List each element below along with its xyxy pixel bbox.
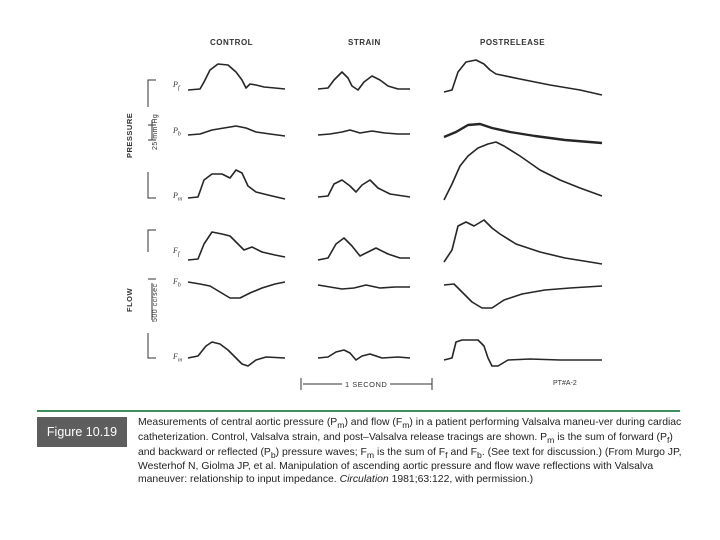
- trace-label-fm: $F_m$: [173, 352, 183, 364]
- pm-strain-trace: [318, 180, 410, 197]
- waveforms: [188, 60, 602, 366]
- trace-label-pm: $P_m$: [173, 191, 183, 203]
- fm-strain-trace: [318, 350, 410, 360]
- trace-label-fb: $F_b$: [173, 277, 181, 289]
- pb-strain-trace: [318, 130, 410, 135]
- calibration-brackets: [148, 80, 156, 358]
- caption-divider: [37, 410, 680, 412]
- trace-label-pf: $P_f$: [173, 80, 180, 92]
- pm-calibration-bracket: [148, 172, 156, 198]
- trace-label-ff: $F_f$: [173, 246, 180, 258]
- figure-caption: Measurements of central aortic pressure $(P_m)$ and flow $(F_m)$ in a patient performing Valsalva maneu-ver during cardiac catheterization. Control, Valsalva strain, and post–Valsalva release tracings are shown. $P_m$ is the sum of forward $(P_f)$ and backward or reflected $(P_b)$ pressure waves; $F_m$ is the sum of $F_f$ and $F_b$. (See text for discussion.) (From Murgo JP, Westerhof N, Giolma JP, et al. Manipulation of ascending aortic pressure and flow wave reflections with Valsalva maneuver: relationship to input impedance. Circulation 1981;63:122, with permission.): [138, 417, 682, 486]
- fb-control-trace: [188, 282, 285, 298]
- time-scale-label: 1 SECOND: [345, 380, 388, 389]
- fb-strain-trace: [318, 285, 410, 289]
- pb-calibration-bracket: [148, 120, 156, 140]
- fm-postrelease-trace: [444, 340, 602, 366]
- flow-group-label: FLOW: [125, 287, 134, 312]
- ff-control-trace: [188, 232, 285, 260]
- trace-label-pb: $P_b$: [173, 126, 181, 138]
- pf-calibration-bracket: [148, 80, 156, 107]
- ff-postrelease-trace: [444, 220, 602, 264]
- pf-postrelease-trace: [444, 60, 602, 95]
- column-heading-postrelease: POSTRELEASE: [480, 38, 546, 47]
- ff-calibration-bracket: [148, 230, 156, 252]
- figure-code: PT#A-2: [553, 380, 577, 387]
- ff-strain-trace: [318, 238, 410, 260]
- pb-postrelease-trace: [444, 124, 602, 143]
- pm-postrelease-trace: [444, 142, 602, 200]
- pf-control-trace: [188, 64, 285, 90]
- journal-name: Circulation: [339, 474, 389, 486]
- pb-control-trace: [188, 126, 285, 136]
- fb-postrelease-trace: [444, 284, 602, 308]
- column-heading-control: CONTROL: [210, 38, 254, 47]
- fm-control-trace: [188, 342, 285, 366]
- pressure-scale-label: 25 mm Hg: [152, 113, 159, 150]
- figure-number-tag: Figure 10.19: [37, 417, 127, 447]
- pressure-group-label: PRESSURE: [125, 112, 134, 158]
- column-heading-strain: STRAIN: [348, 38, 381, 47]
- fb-calibration-bracket: [148, 279, 156, 320]
- fm-calibration-bracket: [148, 333, 156, 358]
- flow-scale-label: 500 cc/sec: [152, 283, 159, 322]
- pm-control-trace: [188, 170, 285, 199]
- pf-strain-trace: [318, 72, 410, 90]
